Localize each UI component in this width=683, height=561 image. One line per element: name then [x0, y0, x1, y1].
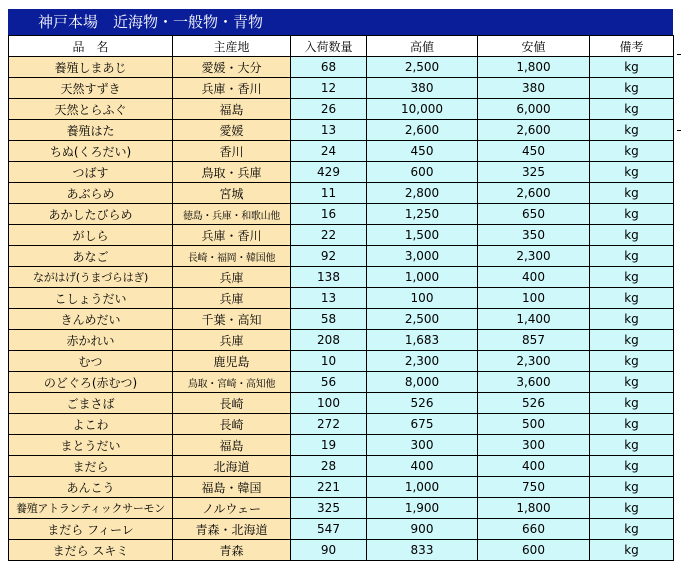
- remarks-cell: kg: [590, 477, 674, 498]
- high-price-cell: 1,250: [367, 204, 478, 225]
- fish-name-cell: 赤かれい: [9, 330, 173, 351]
- fish-name-cell: 天然すずき: [9, 78, 173, 99]
- quantity-cell: 325: [291, 498, 367, 519]
- quantity-cell: 92: [291, 246, 367, 267]
- quantity-cell: 26: [291, 99, 367, 120]
- table-row: [9, 393, 674, 414]
- header-cell-remarks: 備考: [590, 36, 674, 57]
- quantity-cell: 138: [291, 267, 367, 288]
- table-row: [9, 225, 674, 246]
- remarks-cell: kg: [590, 57, 674, 78]
- remarks-cell: kg: [590, 267, 674, 288]
- low-price-cell: 325: [478, 162, 590, 183]
- remarks-cell: kg: [590, 519, 674, 540]
- remarks-cell: kg: [590, 246, 674, 267]
- low-price-cell: 450: [478, 141, 590, 162]
- fish-name-cell: あかしたびらめ: [9, 204, 173, 225]
- table-row: [9, 141, 674, 162]
- origin-cell: 兵庫: [173, 267, 291, 288]
- high-price-cell: 833: [367, 540, 478, 561]
- fish-name-cell: まだら スキミ: [9, 540, 173, 561]
- high-price-cell: 450: [367, 141, 478, 162]
- remarks-cell: kg: [590, 120, 674, 141]
- origin-cell: 福島: [173, 435, 291, 456]
- table-row: [9, 414, 674, 435]
- origin-cell: 北海道: [173, 456, 291, 477]
- quantity-cell: 24: [291, 141, 367, 162]
- fish-name-cell: あんこう: [9, 477, 173, 498]
- remarks-cell: kg: [590, 498, 674, 519]
- high-price-cell: 1,683: [367, 330, 478, 351]
- remarks-cell: kg: [590, 372, 674, 393]
- quantity-cell: 56: [291, 372, 367, 393]
- fish-name-cell: きんめだい: [9, 309, 173, 330]
- table-row: [9, 309, 674, 330]
- price-table: [8, 35, 674, 561]
- remarks-cell: kg: [590, 540, 674, 561]
- remarks-cell: kg: [590, 393, 674, 414]
- fish-name-cell: 養殖アトランティックサーモン: [9, 498, 173, 519]
- table-row: [9, 288, 674, 309]
- table-row: [9, 477, 674, 498]
- high-price-cell: 2,300: [367, 351, 478, 372]
- low-price-cell: 1,400: [478, 309, 590, 330]
- header-row: [9, 36, 674, 57]
- quantity-cell: 16: [291, 204, 367, 225]
- header-cell-name: 品 名: [9, 36, 173, 57]
- low-price-cell: 350: [478, 225, 590, 246]
- high-price-cell: 675: [367, 414, 478, 435]
- origin-cell: 長崎・福岡・韓国他: [173, 246, 291, 267]
- remarks-cell: kg: [590, 183, 674, 204]
- remarks-cell: kg: [590, 78, 674, 99]
- origin-cell: 青森・北海道: [173, 519, 291, 540]
- table-body: [9, 57, 674, 561]
- low-price-cell: 2,600: [478, 120, 590, 141]
- low-price-cell: 600: [478, 540, 590, 561]
- remarks-cell: kg: [590, 99, 674, 120]
- fish-name-cell: 養殖はた: [9, 120, 173, 141]
- high-price-cell: 2,600: [367, 120, 478, 141]
- origin-cell: 愛媛: [173, 120, 291, 141]
- table-row: [9, 183, 674, 204]
- high-price-cell: 2,800: [367, 183, 478, 204]
- remarks-cell: kg: [590, 309, 674, 330]
- high-price-cell: 526: [367, 393, 478, 414]
- quantity-cell: 12: [291, 78, 367, 99]
- origin-cell: 千葉・高知: [173, 309, 291, 330]
- quantity-cell: 68: [291, 57, 367, 78]
- table-row: [9, 435, 674, 456]
- remarks-cell: kg: [590, 330, 674, 351]
- origin-cell: 兵庫: [173, 288, 291, 309]
- quantity-cell: 221: [291, 477, 367, 498]
- fish-name-cell: こしょうだい: [9, 288, 173, 309]
- origin-cell: 宮城: [173, 183, 291, 204]
- quantity-cell: 429: [291, 162, 367, 183]
- quantity-cell: 100: [291, 393, 367, 414]
- table-row: [9, 519, 674, 540]
- table-row: [9, 456, 674, 477]
- fish-name-cell: よこわ: [9, 414, 173, 435]
- origin-cell: 長崎: [173, 393, 291, 414]
- origin-cell: 徳島・兵庫・和歌山他: [173, 204, 291, 225]
- quantity-cell: 19: [291, 435, 367, 456]
- origin-cell: 愛媛・大分: [173, 57, 291, 78]
- high-price-cell: 2,500: [367, 57, 478, 78]
- low-price-cell: 750: [478, 477, 590, 498]
- high-price-cell: 300: [367, 435, 478, 456]
- low-price-cell: 2,300: [478, 246, 590, 267]
- header-cell-origin: 主産地: [173, 36, 291, 57]
- low-price-cell: 100: [478, 288, 590, 309]
- remarks-cell: kg: [590, 456, 674, 477]
- high-price-cell: 3,000: [367, 246, 478, 267]
- quantity-cell: 10: [291, 351, 367, 372]
- low-price-cell: 380: [478, 78, 590, 99]
- low-price-cell: 1,800: [478, 498, 590, 519]
- high-price-cell: 1,500: [367, 225, 478, 246]
- quantity-cell: 13: [291, 120, 367, 141]
- table-row: [9, 204, 674, 225]
- low-price-cell: 1,800: [478, 57, 590, 78]
- low-price-cell: 400: [478, 267, 590, 288]
- fish-name-cell: むつ: [9, 351, 173, 372]
- quantity-cell: 28: [291, 456, 367, 477]
- high-price-cell: 10,000: [367, 99, 478, 120]
- low-price-cell: 660: [478, 519, 590, 540]
- origin-cell: 福島・韓国: [173, 477, 291, 498]
- low-price-cell: 6,000: [478, 99, 590, 120]
- table-row: [9, 540, 674, 561]
- header-cell-low-price: 安値: [478, 36, 590, 57]
- high-price-cell: 380: [367, 78, 478, 99]
- high-price-cell: 100: [367, 288, 478, 309]
- quantity-cell: 547: [291, 519, 367, 540]
- fish-name-cell: まとうだい: [9, 435, 173, 456]
- low-price-cell: 500: [478, 414, 590, 435]
- sheet-title: 神戸本場 近海物・一般物・青物: [8, 9, 673, 35]
- header-cell-high-price: 高値: [367, 36, 478, 57]
- origin-cell: 青森: [173, 540, 291, 561]
- low-price-cell: 300: [478, 435, 590, 456]
- quantity-cell: 22: [291, 225, 367, 246]
- origin-cell: ノルウェー: [173, 498, 291, 519]
- origin-cell: 鹿児島: [173, 351, 291, 372]
- remarks-cell: kg: [590, 225, 674, 246]
- fish-name-cell: ちぬ(くろだい): [9, 141, 173, 162]
- high-price-cell: 1,900: [367, 498, 478, 519]
- fish-name-cell: あなご: [9, 246, 173, 267]
- origin-cell: 兵庫: [173, 330, 291, 351]
- fish-name-cell: ながはげ(うまづらはぎ): [9, 267, 173, 288]
- origin-cell: 福島: [173, 99, 291, 120]
- origin-cell: 鳥取・宮崎・高知他: [173, 372, 291, 393]
- remarks-cell: kg: [590, 141, 674, 162]
- table-row: [9, 162, 674, 183]
- quantity-cell: 208: [291, 330, 367, 351]
- fish-name-cell: まだら: [9, 456, 173, 477]
- fish-name-cell: ごまさば: [9, 393, 173, 414]
- fish-name-cell: つばす: [9, 162, 173, 183]
- table-row: [9, 78, 674, 99]
- remarks-cell: kg: [590, 288, 674, 309]
- low-price-cell: 857: [478, 330, 590, 351]
- low-price-cell: 650: [478, 204, 590, 225]
- low-price-cell: 526: [478, 393, 590, 414]
- high-price-cell: 1,000: [367, 267, 478, 288]
- origin-cell: 兵庫・香川: [173, 78, 291, 99]
- quantity-cell: 13: [291, 288, 367, 309]
- fish-name-cell: 養殖しまあじ: [9, 57, 173, 78]
- fish-name-cell: のどぐろ(赤むつ): [9, 372, 173, 393]
- edge-mark: [677, 54, 681, 55]
- high-price-cell: 1,000: [367, 477, 478, 498]
- table-row: [9, 99, 674, 120]
- remarks-cell: kg: [590, 435, 674, 456]
- remarks-cell: kg: [590, 162, 674, 183]
- table-row: [9, 267, 674, 288]
- high-price-cell: 400: [367, 456, 478, 477]
- low-price-cell: 2,600: [478, 183, 590, 204]
- remarks-cell: kg: [590, 351, 674, 372]
- low-price-cell: 400: [478, 456, 590, 477]
- quantity-cell: 58: [291, 309, 367, 330]
- quantity-cell: 11: [291, 183, 367, 204]
- fish-name-cell: 天然とらふぐ: [9, 99, 173, 120]
- high-price-cell: 8,000: [367, 372, 478, 393]
- remarks-cell: kg: [590, 414, 674, 435]
- origin-cell: 香川: [173, 141, 291, 162]
- edge-mark: [677, 130, 681, 131]
- quantity-cell: 272: [291, 414, 367, 435]
- table-row: [9, 330, 674, 351]
- origin-cell: 長崎: [173, 414, 291, 435]
- header-cell-quantity: 入荷数量: [291, 36, 367, 57]
- table-row: [9, 57, 674, 78]
- table-row: [9, 120, 674, 141]
- high-price-cell: 900: [367, 519, 478, 540]
- remarks-cell: kg: [590, 204, 674, 225]
- fish-name-cell: まだら フィーレ: [9, 519, 173, 540]
- quantity-cell: 90: [291, 540, 367, 561]
- fish-name-cell: あぶらめ: [9, 183, 173, 204]
- table-row: [9, 351, 674, 372]
- low-price-cell: 2,300: [478, 351, 590, 372]
- market-price-sheet: [8, 9, 673, 561]
- origin-cell: 兵庫・香川: [173, 225, 291, 246]
- table-row: [9, 498, 674, 519]
- fish-name-cell: がしら: [9, 225, 173, 246]
- high-price-cell: 600: [367, 162, 478, 183]
- low-price-cell: 3,600: [478, 372, 590, 393]
- table-row: [9, 372, 674, 393]
- table-row: [9, 246, 674, 267]
- origin-cell: 鳥取・兵庫: [173, 162, 291, 183]
- high-price-cell: 2,500: [367, 309, 478, 330]
